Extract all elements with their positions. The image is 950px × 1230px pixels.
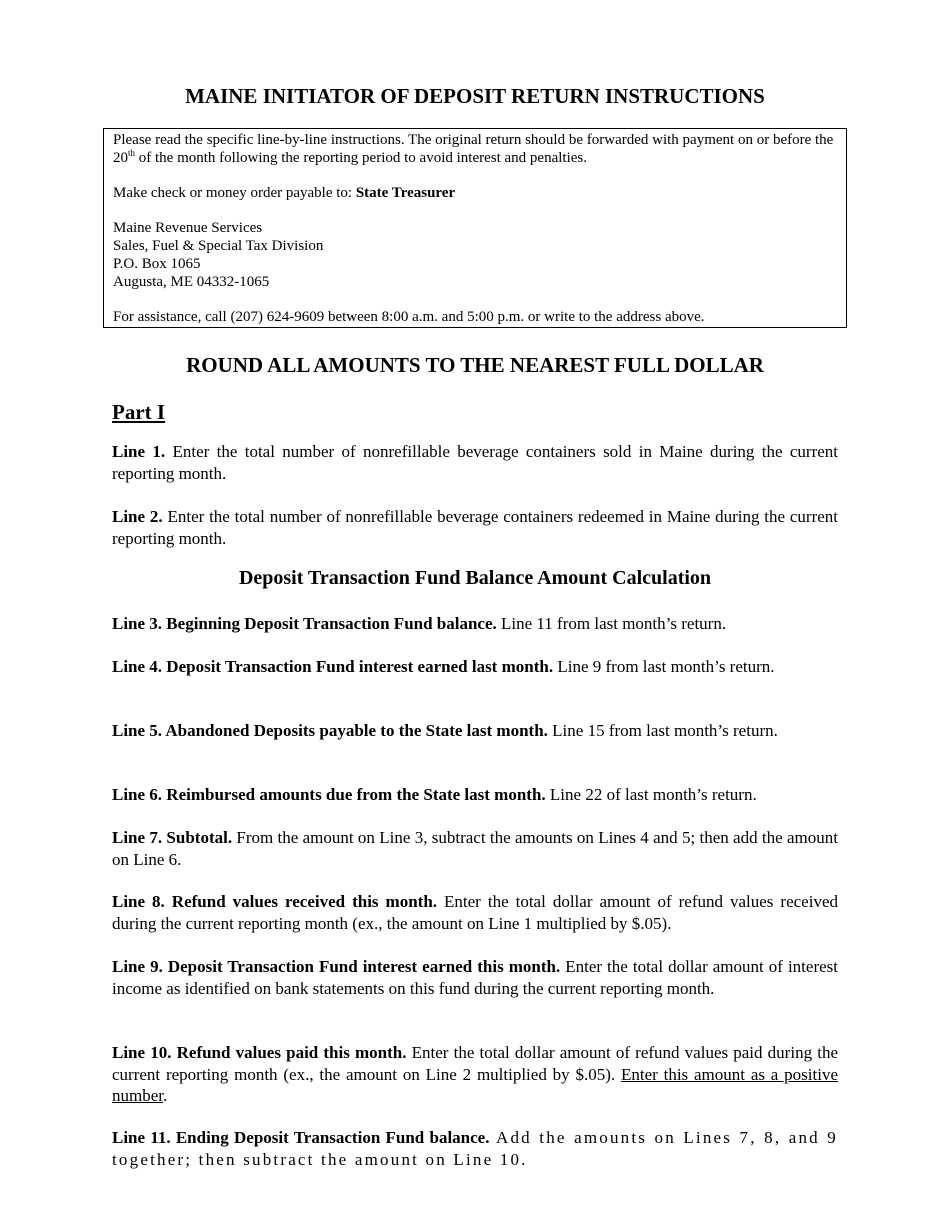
line-4-instruction (112, 656, 838, 678)
underlined-note: Enter this amount as a positive number (112, 1064, 839, 1105)
line-9-instruction (112, 956, 838, 999)
line-label: Line 8. Refund values received this month. (112, 892, 438, 911)
line-7-instruction (112, 827, 838, 870)
line-1-instruction (112, 441, 838, 484)
line-text: Add the amounts on Lines 7, 8, and 9 together; then subtract the amount on Line 10. (112, 1128, 838, 1169)
line-label: Line 4. Deposit Transaction Fund interest earned last month. (112, 657, 554, 676)
line-label: Line 7. Subtotal. (112, 828, 233, 847)
line-10-instruction (112, 1042, 838, 1107)
line-text: Enter the total dollar amount of refund values received during the current reporting month (ex., the amount on Line 1 multiplied by $.05). (112, 892, 838, 933)
intro-text-cont: of the month following the reporting period to avoid interest and penalties. (135, 150, 587, 166)
payable-to: State Treasurer (355, 185, 456, 201)
line-3-instruction (112, 613, 838, 635)
line-text: Line 15 from last month’s return. (547, 721, 778, 740)
line-label: Line 6. Reimbursed amounts due from the State last month. (112, 785, 546, 804)
payable-line (113, 184, 837, 202)
line-8-instruction (112, 891, 838, 934)
address-line-1: Maine Revenue Services (113, 220, 263, 236)
section-heading: Deposit Transaction Fund Balance Amount Calculation (238, 567, 712, 589)
intro-text: Please read the specific line-by-line instructions. The original return should be forwarded with payment on or before the 20 (113, 132, 834, 166)
page-title: MAINE INITIATOR OF DEPOSIT RETURN INSTRUCTIONS (185, 84, 765, 108)
line-text-tail: . (163, 1086, 168, 1105)
line-2-instruction (112, 506, 838, 549)
payable-label: Make check or money order payable to: (113, 185, 356, 201)
rounding-notice: ROUND ALL AMOUNTS TO THE NEAREST FULL DOLLAR (186, 353, 764, 377)
line-label: Line 3. Beginning Deposit Transaction Fund balance. (112, 614, 497, 633)
part-heading: Part I (112, 400, 166, 424)
line-label: Line 5. Abandoned Deposits payable to the State last month. (112, 721, 548, 740)
line-label: Line 10. Refund values paid this month. (112, 1043, 407, 1062)
line-text: Line 22 of last month’s return. (545, 785, 757, 804)
info-box (103, 128, 847, 328)
line-5-instruction (112, 720, 838, 742)
intro-paragraph (113, 131, 837, 167)
intro-superscript: th (128, 148, 136, 158)
address-line-3: P.O. Box 1065 (113, 256, 201, 272)
line-text: Enter the total dollar amount of interest income as identified on bank statements on this fund during the current reporting month. (112, 957, 838, 998)
line-11-instruction (112, 1127, 838, 1170)
line-label: Line 9. Deposit Transaction Fund interest earned this month. (112, 957, 561, 976)
line-text: Enter the total dollar amount of refund values paid during the current reporting month (ex., the amount on Line 2 multiplied by $.05). (112, 1043, 838, 1084)
line-label: Line 11. Ending Deposit Transaction Fund balance. (112, 1128, 490, 1147)
address-line-2: Sales, Fuel & Special Tax Division (113, 238, 324, 254)
line-text: Line 11 from last month’s return. (496, 614, 727, 633)
address-line-4: Augusta, ME 04332-1065 (113, 274, 270, 290)
assistance-text: For assistance, call (207) 624-9609 between 8:00 a.m. and 5:00 p.m. or write to the address above. (113, 309, 705, 325)
line-label: Line 1. (112, 442, 166, 461)
line-text: Enter the total number of nonrefillable beverage containers redeemed in Maine during the current reporting month. (112, 507, 839, 548)
line-6-instruction (112, 784, 838, 806)
line-text: Enter the total number of nonrefillable beverage containers sold in Maine during the current reporting month. (112, 442, 839, 483)
line-text: Line 9 from last month’s return. (553, 657, 775, 676)
line-text: From the amount on Line 3, subtract the amounts on Lines 4 and 5; then add the amount on Line 6. (112, 828, 838, 869)
line-label: Line 2. (112, 507, 163, 526)
